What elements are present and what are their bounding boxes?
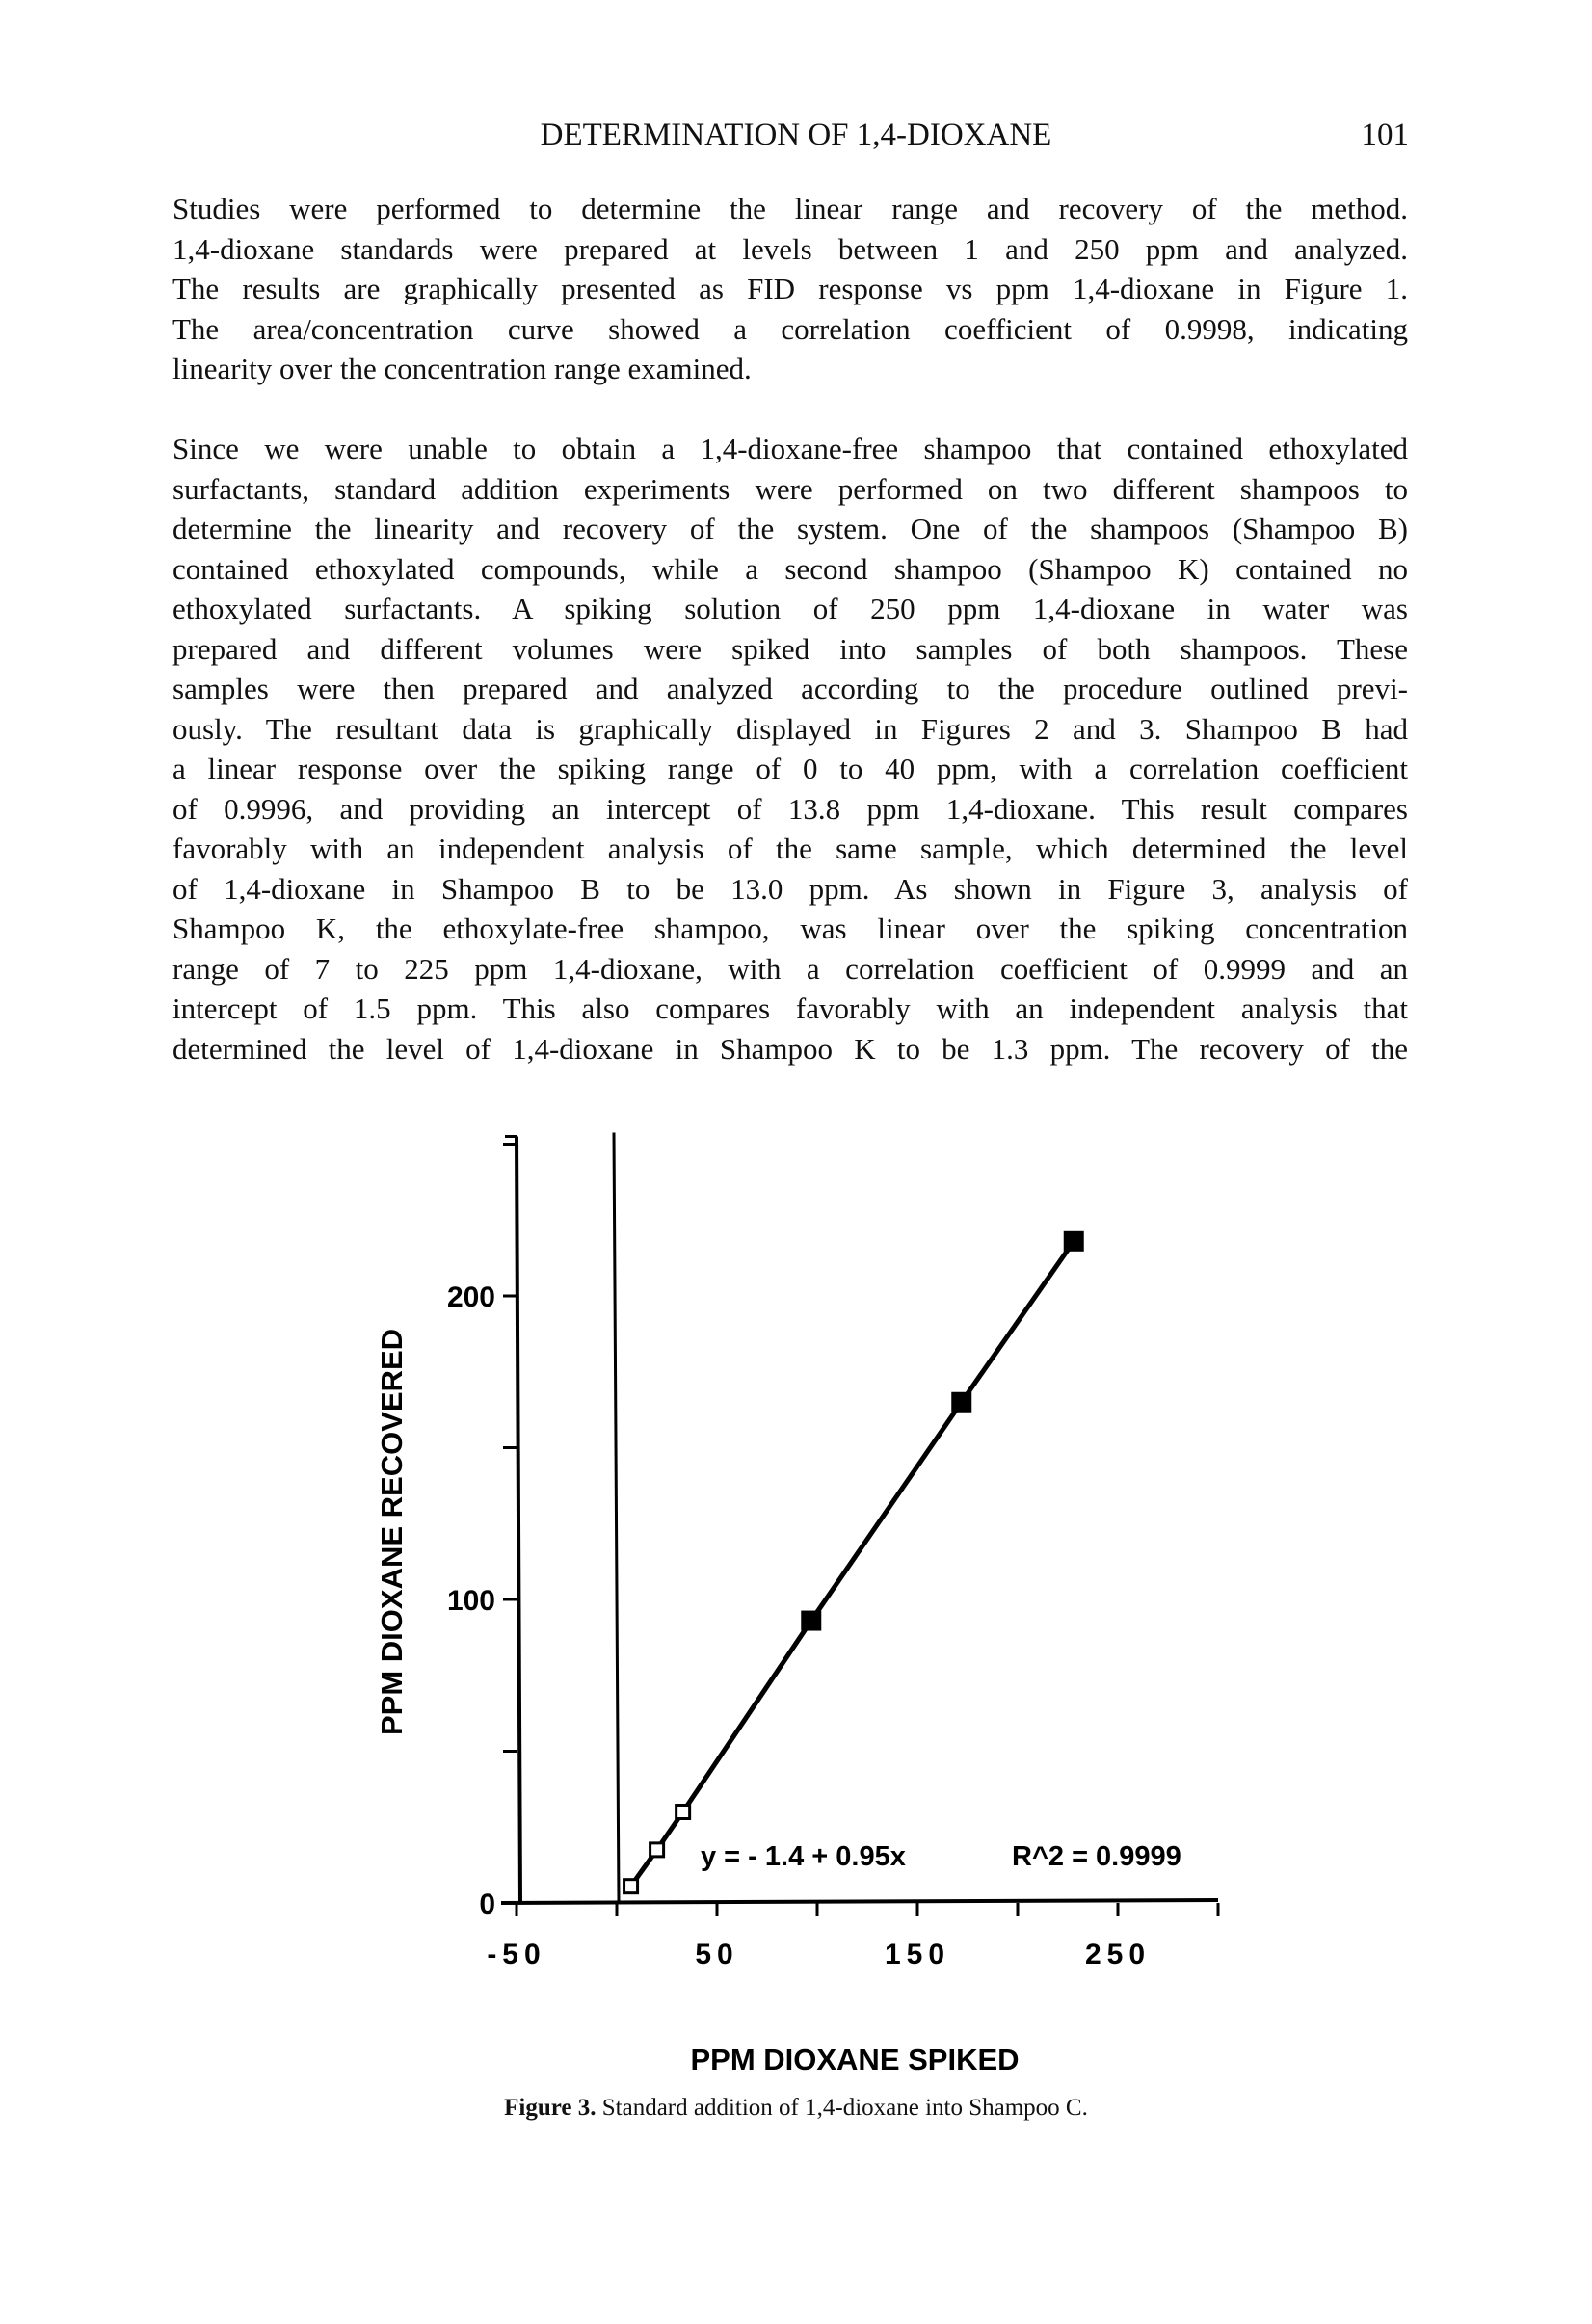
text-line: 1,4-dioxane standards were prepared at levels between 1 and 250 ppm and analyzed. [172, 231, 1408, 266]
text-line: The results are graphically presented as FID response vs ppm 1,4-dioxane in Figure 1. [172, 272, 1408, 305]
text-line: of 1,4-dioxane in Shampoo B to be 13.0 ppm. As shown in Figure 3, analysis of [172, 871, 1408, 906]
data-series-line [631, 1241, 1075, 1886]
caption-label: Figure 3. [504, 2095, 597, 2121]
text-line: range of 7 to 225 ppm 1,4-dioxane, with a correlation coefficient of 0.9999 and an [172, 951, 1408, 986]
running-head: DETERMINATION OF 1,4-DIOXANE [540, 118, 1052, 152]
data-point [624, 1880, 638, 1893]
text-line: samples were then prepared and analyzed according to the procedure outlined previ- [172, 672, 1408, 705]
text-line: ethoxylated surfactants. A spiking solution of 250 ppm 1,4-dioxane in water was [172, 592, 1408, 625]
text-line: linearity over the concentration range examined. [172, 352, 752, 385]
text-line: of 0.9996, and providing an intercept of 13.8 ppm 1,4-dioxane. This result compares [172, 791, 1408, 826]
zero-line [614, 1133, 619, 1904]
page-number: 101 [1361, 118, 1409, 152]
r-squared: R^2 = 0.9999 [1012, 1841, 1181, 1872]
text-line: surfactants, standard addition experiments were performed on two different shampoos to [172, 471, 1408, 506]
text-line: prepared and different volumes were spiked into samples of both shampoos. These [172, 631, 1408, 666]
figure-caption [0, 2095, 1592, 2122]
text-line: intercept of 1.5 ppm. This also compares favorably with an independent analysis that [172, 991, 1408, 1025]
data-point [650, 1843, 664, 1857]
text-line: Studies were performed to determine the linear range and recovery of the method. [172, 192, 1408, 225]
x-tick-label: 50 [695, 1939, 739, 1970]
y-tick-label: 0 [479, 1888, 495, 1920]
text-line: determine the linearity and recovery of the system. One of the shampoos (Shampoo B) [172, 512, 1408, 545]
x-tick-label: 250 [1084, 1939, 1152, 1970]
text-line: favorably with an independent analysis of the same sample, which determined the level [172, 832, 1408, 865]
text-line: Shampoo K, the ethoxylate-free shampoo, was linear over the spiking concentration [172, 911, 1408, 945]
y-axis [517, 1137, 520, 1904]
data-point [953, 1393, 970, 1411]
text-line: determined the level of 1,4-dioxane in Shampoo K to be 1.3 ppm. The recovery of the [172, 1031, 1408, 1066]
y-tick-label: 200 [446, 1281, 495, 1313]
text-line: ously. The resultant data is graphically displayed in Figures 2 and 3. Shampoo B had [172, 711, 1408, 746]
x-tick-label: -50 [487, 1939, 546, 1970]
x-tick-label: 150 [884, 1939, 951, 1970]
text-line: contained ethoxylated compounds, while a second shampoo (Shampoo K) contained no [172, 551, 1408, 586]
data-point [677, 1806, 690, 1819]
text-line: Since we were unable to obtain a 1,4-dioxane-free shampoo that contained ethoxylated [172, 432, 1408, 465]
text-line: a linear response over the spiking range of 0 to 40 ppm, with a correlation coefficient [172, 752, 1408, 785]
data-point [1065, 1232, 1082, 1250]
x-axis [501, 1900, 1218, 1903]
text-line: The area/concentration curve showed a correlation coefficient of 0.9998, indicating [172, 311, 1408, 346]
x-axis-title: PPM DIOXANE SPIKED [690, 2043, 1020, 2076]
caption-text: Standard addition of 1,4-dioxane into Shampoo C. [601, 2095, 1088, 2121]
y-tick-label: 100 [446, 1585, 495, 1617]
data-point [803, 1612, 820, 1629]
y-axis-title: PPM DIOXANE RECOVERED [375, 1328, 409, 1736]
regression-equation: y = - 1.4 + 0.95x [701, 1841, 906, 1872]
